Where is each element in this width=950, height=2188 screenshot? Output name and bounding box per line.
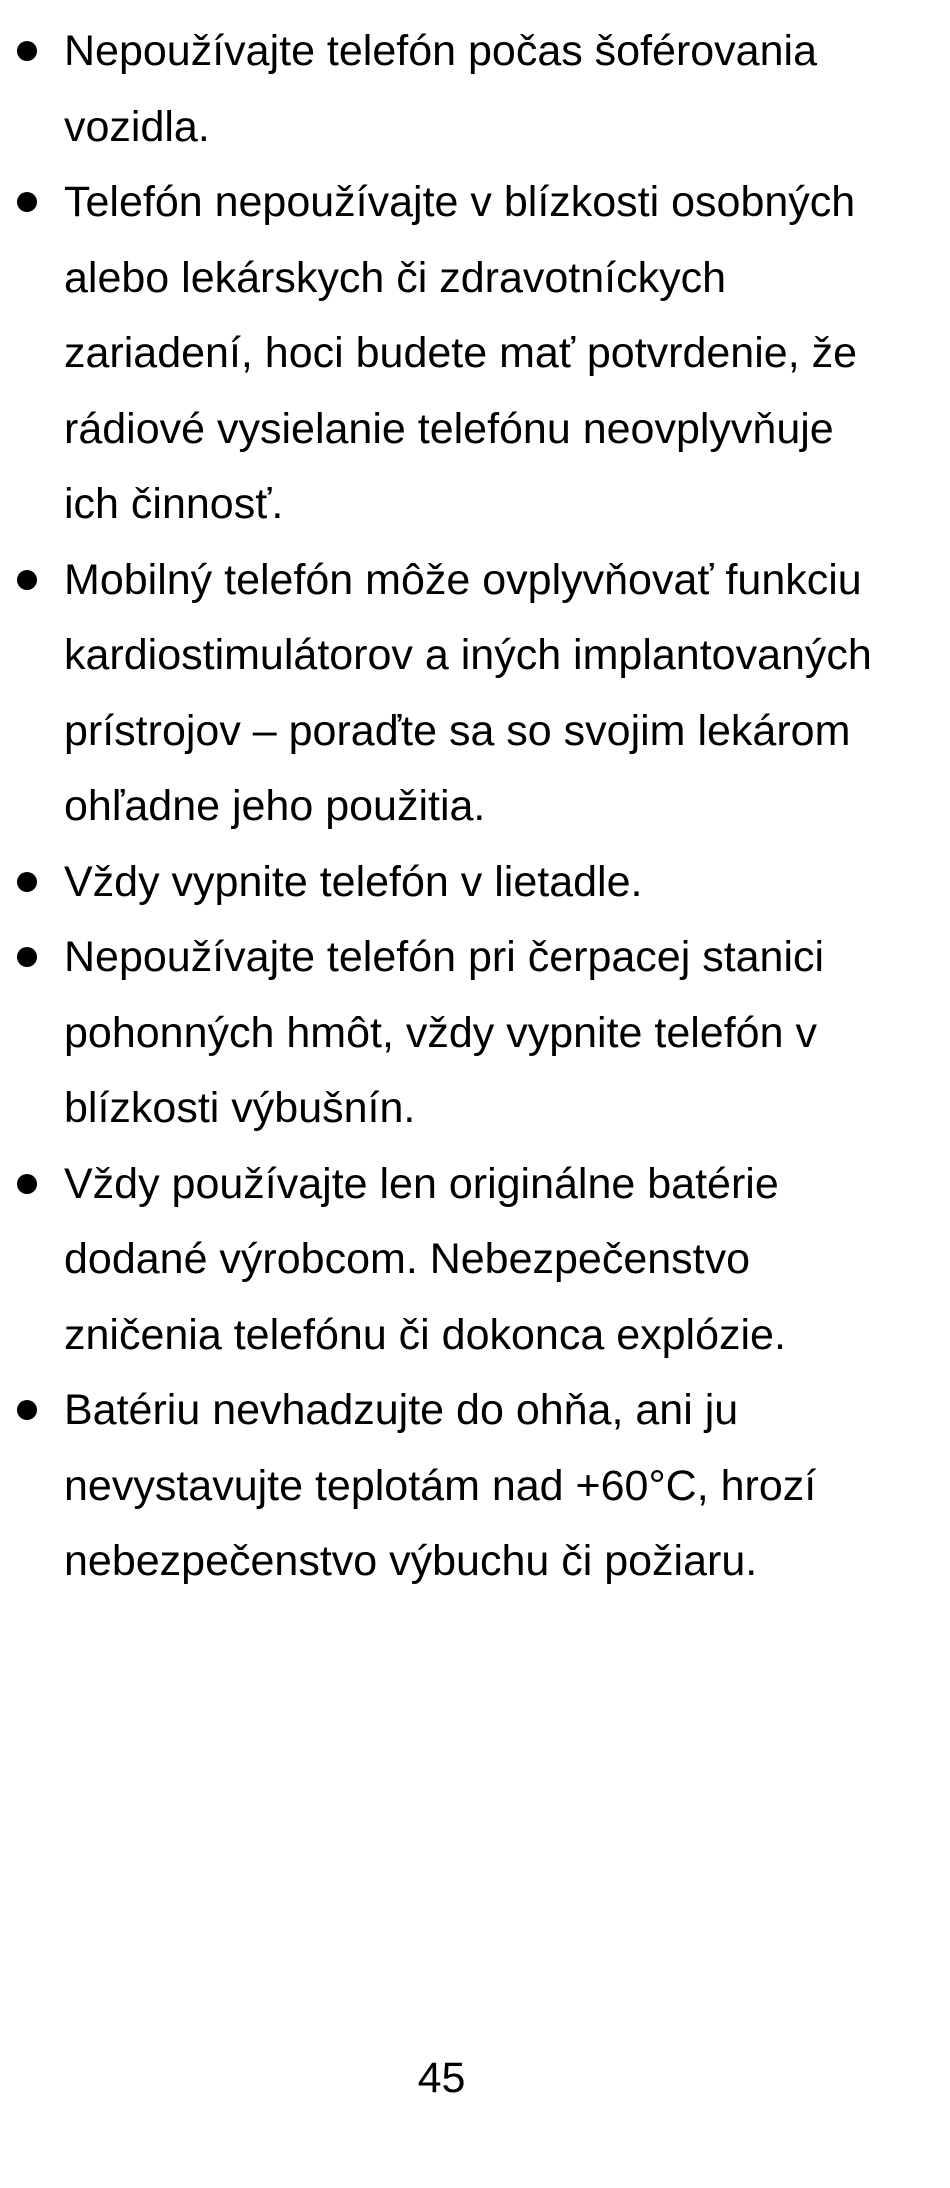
list-item-text: Mobilný telefón môže ovplyvňovať funkciu kardiostimulátorov a iných implantovaných prístrojov – poraďte sa so svojim lekárom ohľadne jeho použitia. — [64, 555, 872, 830]
list-item — [64, 920, 884, 1147]
page-number: 45 — [417, 2054, 466, 2102]
bullet-icon — [17, 1174, 37, 1194]
list-item-text: Vždy vypnite telefón v lietadle. — [64, 857, 643, 906]
bullet-icon — [17, 1400, 37, 1420]
list-item — [64, 1147, 884, 1374]
bullet-icon — [17, 41, 37, 61]
bullet-icon — [17, 192, 37, 212]
bullet-icon — [17, 570, 37, 590]
list-item-text: Nepoužívajte telefón počas šoférovania vozidla. — [64, 27, 817, 151]
list-item — [64, 845, 884, 921]
list-item — [64, 165, 884, 543]
safety-instructions-list — [64, 14, 884, 1600]
bullet-icon — [17, 872, 37, 892]
list-item-text: Vždy používajte len originálne batérie dodané výrobcom. Nebezpečenstvo zničenia telefónu či dokonca explózie. — [64, 1159, 786, 1359]
list-item — [64, 543, 884, 845]
list-item-text: Batériu nevhadzujte do ohňa, ani ju nevystavujte teplotám nad +60°C, hrozí nebezpečenstvo výbuchu či požiaru. — [64, 1386, 817, 1585]
list-item — [64, 1373, 884, 1600]
list-item — [64, 14, 884, 165]
list-item-text: Telefón nepoužívajte v blízkosti osobných alebo lekárskych či zdravotníckych zariadení, hoci budete mať potvrdenie, že rádiové vysielanie telefónu neovplyvňuje ich činnosť. — [64, 178, 858, 528]
list-item-text: Nepoužívajte telefón pri čerpacej stanici pohonných hmôt, vždy vypnite telefón v blízkosti výbušnín. — [64, 933, 825, 1132]
bullet-icon — [17, 947, 37, 967]
